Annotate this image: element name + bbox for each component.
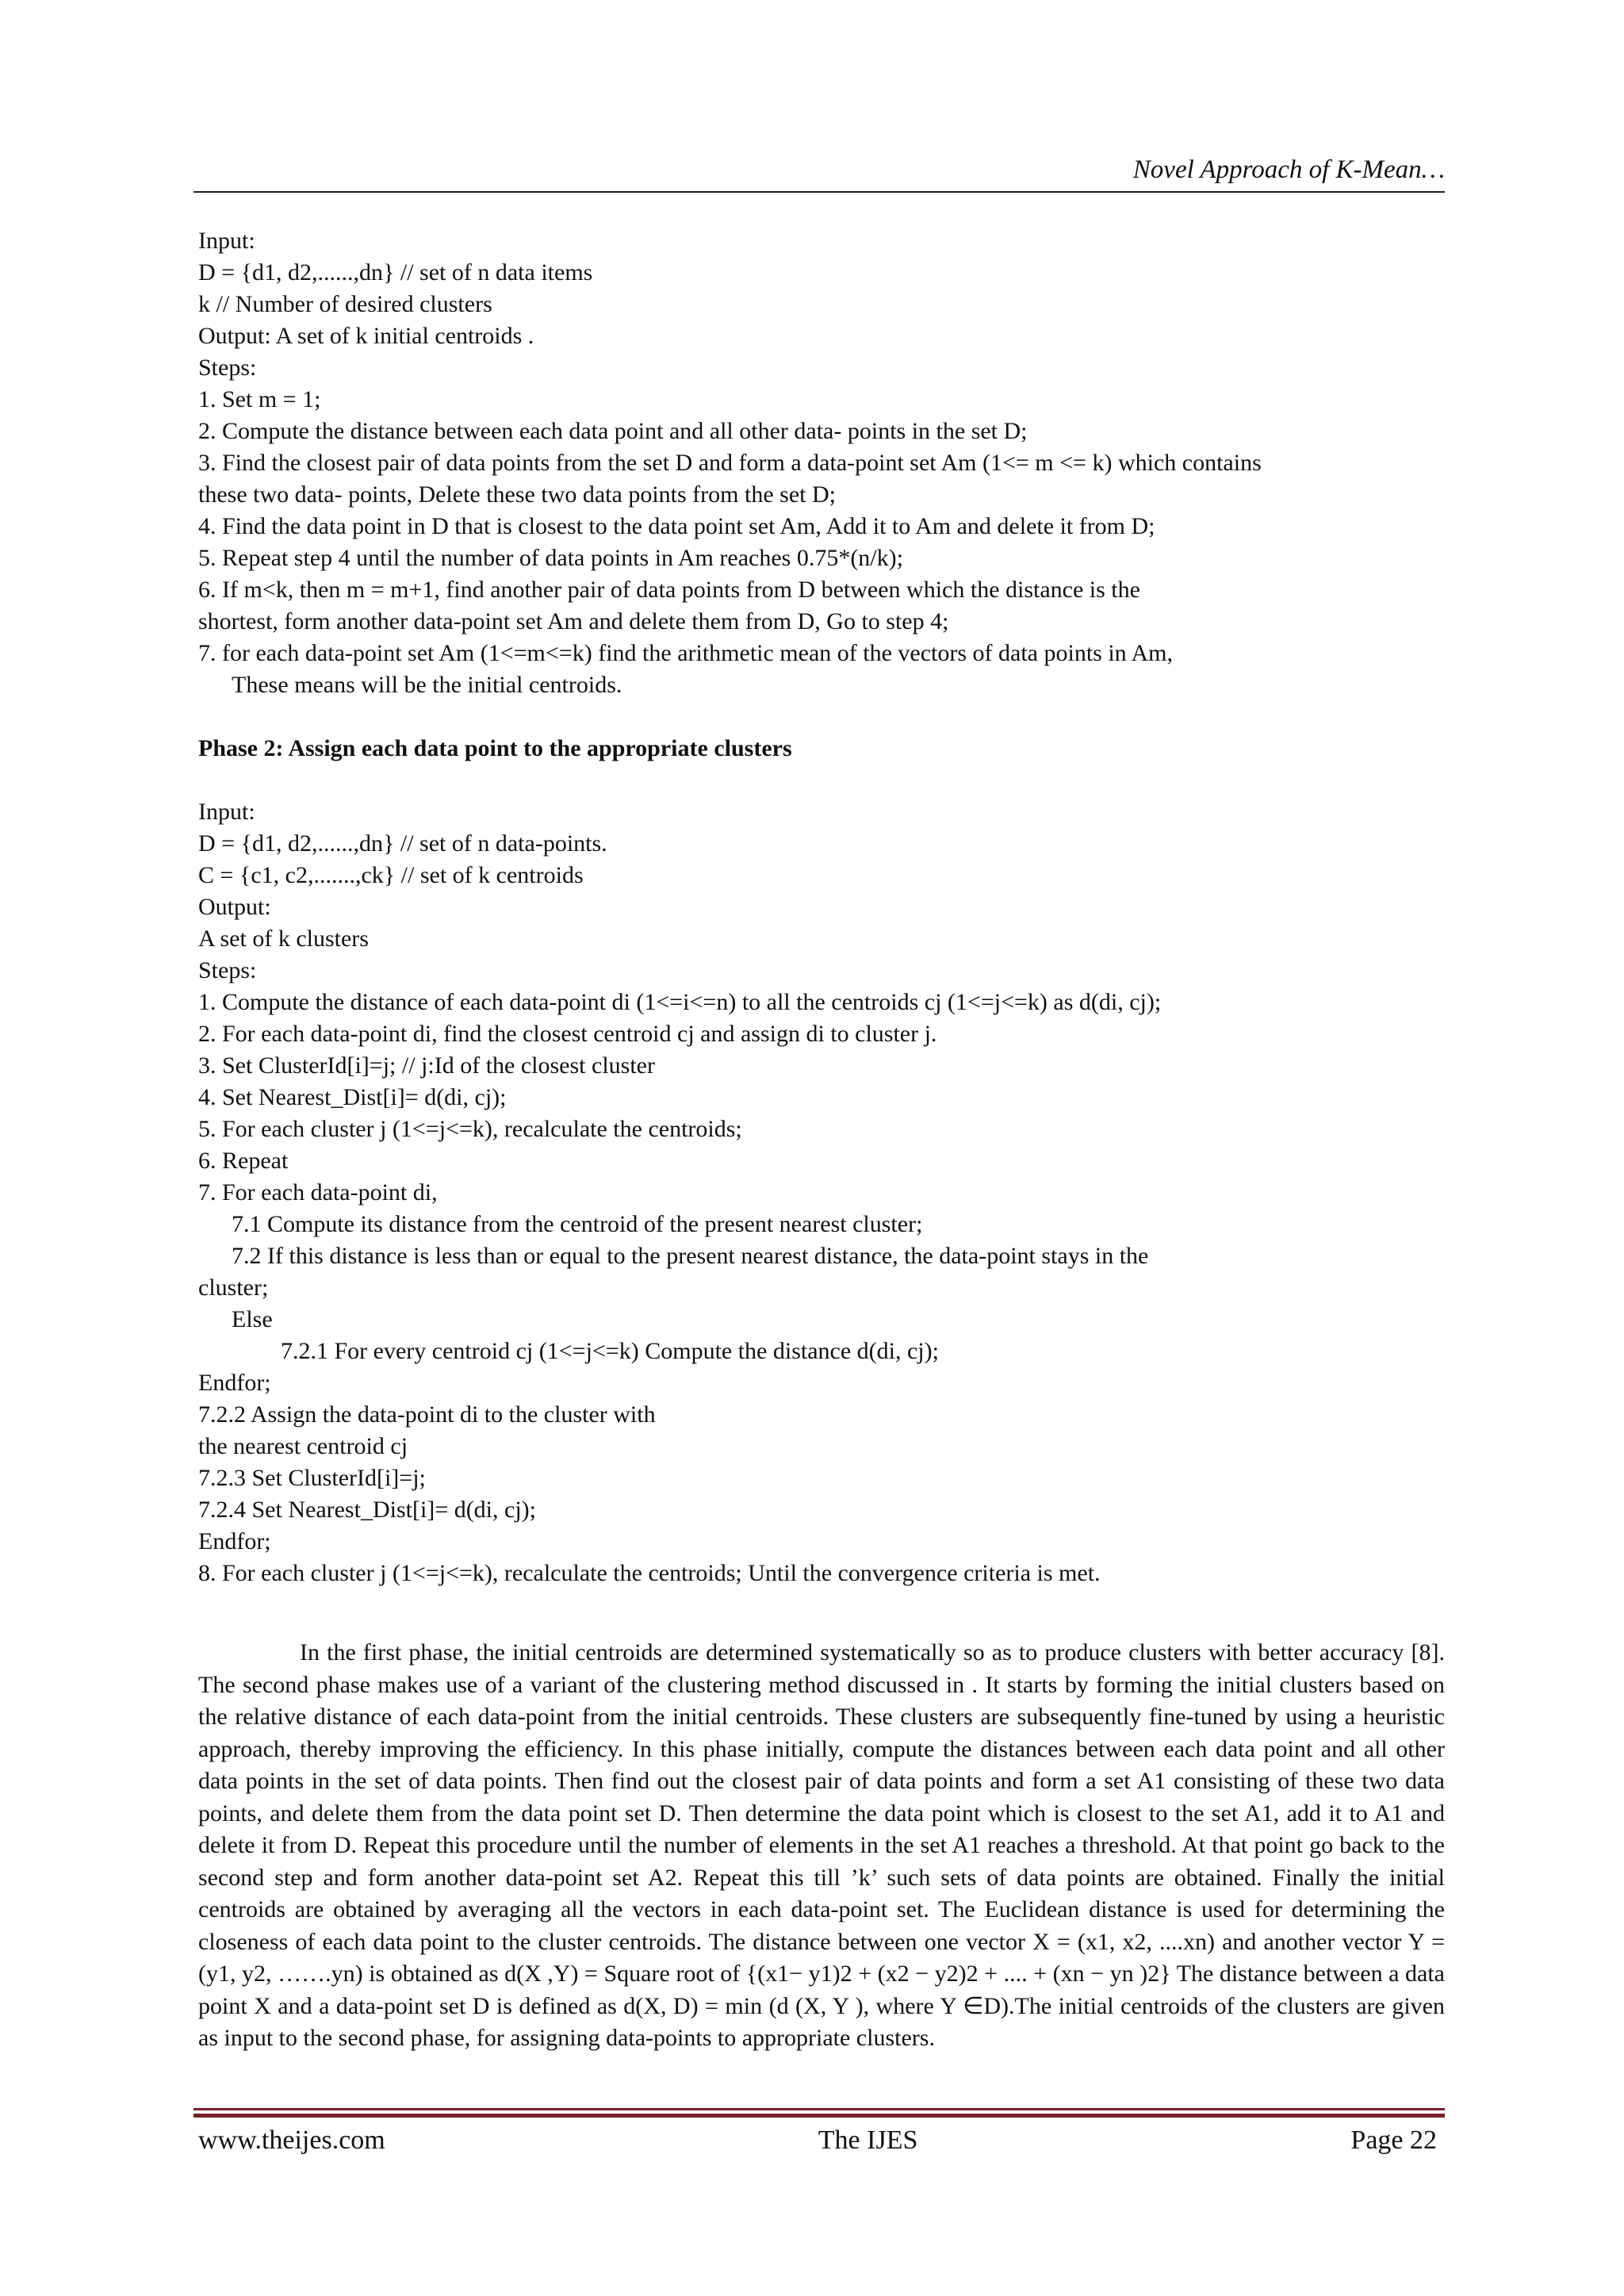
algo-line: the nearest centroid cj <box>198 1433 408 1459</box>
algo-line: 4. Set Nearest_Dist[i]= d(di, cj); <box>198 1084 507 1110</box>
algo-line: 4. Find the data point in D that is closest to the data point set Am, Add it to Am and delete it from D; <box>198 513 1155 539</box>
algo-line: Steps: <box>198 355 257 381</box>
algo-line: shortest, form another data-point set Am and delete them from D, Go to step 4; <box>198 608 949 634</box>
algo-line: Output: <box>198 894 271 920</box>
algo-line: Input: <box>198 228 255 254</box>
algo-line: 7. For each data-point di, <box>198 1179 438 1205</box>
algo-line: 3. Find the closest pair of data points from the set D and form a data-point set Am (1<= m <= k) which contains <box>198 450 1262 476</box>
algo-line: 1. Compute the distance of each data-point di (1<=i<=n) to all the centroids cj (1<=j<=k) as d(di, cj); <box>198 989 1162 1015</box>
footer-rule <box>193 2108 1445 2110</box>
algo-line: 5. Repeat step 4 until the number of data points in Am reaches 0.75*(n/k); <box>198 545 903 571</box>
body-paragraph: In the first phase, the initial centroids are determined systematically so as to produce clusters with better accuracy [8]. The second phase makes use of a variant of the clustering method discussed in . It starts by forming the initial clusters based on the relative distance of each data-point from the initial centroids. These clusters are subsequently fine-tuned by using a heuristic approach, thereby improving the efficiency. In this phase initially, compute the distances between each data point and all other data points in the set of data points. Then find out the closest pair of data points and form a set A1 consisting of these two data points, and delete them from the data point set D. Then determine the data point which is closest to the set A1, add it to A1 and delete it from D. Repeat this procedure until the number of elements in the set A1 reaches a threshold. At that point go back to the second step and form another data-point set A2. Repeat this till ’k’ such sets of data points are obtained. Finally the initial centroids are obtained by averaging all the vectors in each data-point set. The Euclidean distance is used for determining the closeness of each data point to the cluster centroids. The distance between one vector X = (x1, x2, ....xn) and another vector Y = (y1, y2, …….yn) is obtained as d(X ,Y) = Square root of {(x1− y1)2 + (x2 − y2)2 + .... + (xn − yn )2} The distance between a data point X and a data-point set D is defined as d(X, D) = min (d (X, Y ), where Y ∈D).The initial centroids of the clusters are given as input to the second phase, for assigning data-points to appropriate clusters. <box>198 1639 1445 2051</box>
algo-line: k // Number of desired clusters <box>198 291 492 317</box>
footer-website: www.theijes.com <box>198 2125 385 2155</box>
footer-page-number: Page 22 <box>1350 2125 1437 2155</box>
algo-line: Else <box>232 1306 273 1332</box>
algo-line: Output: A set of k initial centroids . <box>198 323 534 349</box>
algo-line: Steps: <box>198 957 257 983</box>
algo-line: 7.2 If this distance is less than or equal to the present nearest distance, the data-point stays in the <box>232 1243 1149 1269</box>
algo-line: D = {d1, d2,......,dn} // set of n data items <box>198 259 593 286</box>
algo-line: 2. For each data-point di, find the closest centroid cj and assign di to cluster j. <box>198 1021 937 1047</box>
algo-line: Input: <box>198 799 255 825</box>
page-body <box>198 225 1445 2055</box>
algo-line: A set of k clusters <box>198 926 369 952</box>
algo-line: These means will be the initial centroids. <box>232 672 622 698</box>
algo-line: these two data- points, Delete these two data points from the set D; <box>198 481 836 508</box>
algo-line: 7.2.4 Set Nearest_Dist[i]= d(di, cj); <box>198 1497 536 1523</box>
algo-line: 2. Compute the distance between each data point and all other data- points in the set D; <box>198 418 1028 444</box>
algo-line: 7.2.1 For every centroid cj (1<=j<=k) Compute the distance d(di, cj); <box>281 1338 939 1364</box>
page-footer <box>198 2125 1437 2156</box>
footer-journal: The IJES <box>818 2125 918 2155</box>
algo-line: 3. Set ClusterId[i]=j; // j:Id of the closest cluster <box>198 1052 655 1079</box>
algo-line: C = {c1, c2,.......,ck} // set of k centroids <box>198 862 584 888</box>
phase2-algorithm <box>198 796 1445 1589</box>
phase2-heading: Phase 2: Assign each data point to the appropriate clusters <box>198 735 792 761</box>
algo-line: 8. For each cluster j (1<=j<=k), recalculate the centroids; Until the convergence criteria is met. <box>198 1560 1101 1586</box>
algo-line: 7.2.3 Set ClusterId[i]=j; <box>198 1465 426 1491</box>
header-rule <box>193 191 1445 193</box>
algo-line: 6. If m<k, then m = m+1, find another pair of data points from D between which the distance is the <box>198 577 1140 603</box>
running-header: Novel Approach of K-Mean… <box>1132 155 1445 184</box>
algo-line: 7. for each data-point set Am (1<=m<=k) find the arithmetic mean of the vectors of data points in Am, <box>198 640 1174 666</box>
algo-line: 1. Set m = 1; <box>198 386 321 412</box>
algo-line: 6. Repeat <box>198 1148 289 1174</box>
algo-line: 7.1 Compute its distance from the centroid of the present nearest cluster; <box>232 1211 923 1237</box>
algo-line: cluster; <box>198 1274 269 1301</box>
algo-line: 7.2.2 Assign the data-point di to the cluster with <box>198 1401 656 1428</box>
algo-line: 5. For each cluster j (1<=j<=k), recalculate the centroids; <box>198 1116 742 1142</box>
phase1-algorithm <box>198 225 1445 701</box>
algo-line: Endfor; <box>198 1370 271 1396</box>
footer-rule <box>193 2114 1445 2118</box>
algo-line: Endfor; <box>198 1528 271 1554</box>
algo-line: D = {d1, d2,......,dn} // set of n data-points. <box>198 830 607 857</box>
